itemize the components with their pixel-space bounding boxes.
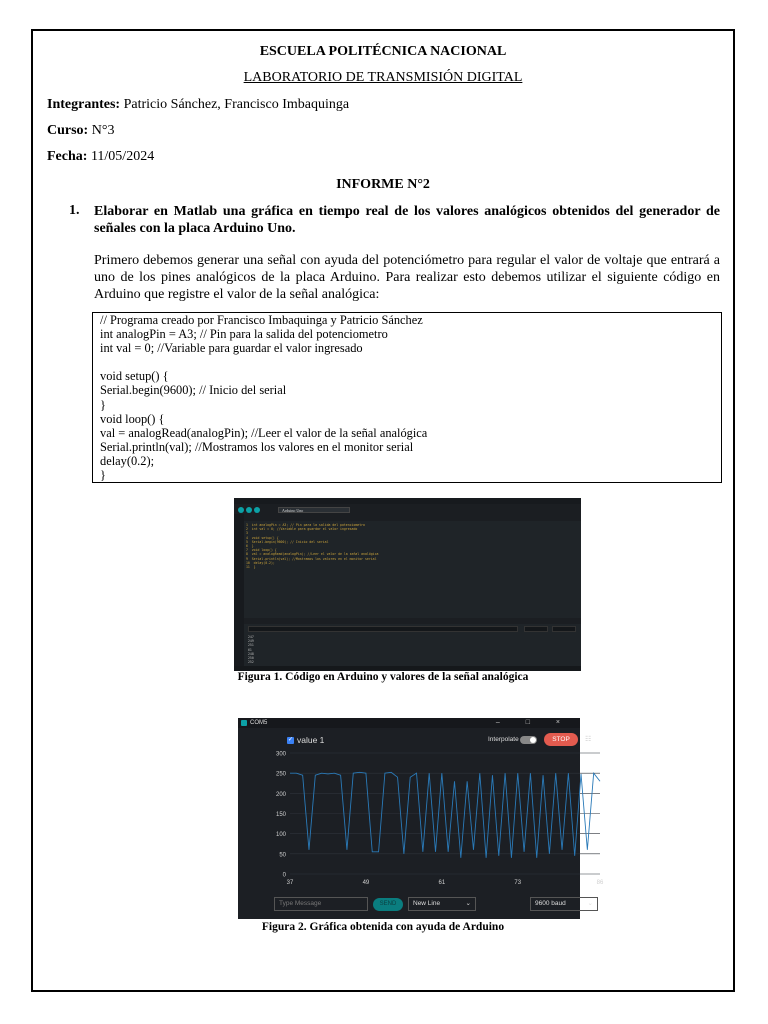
legend-checkbox-icon: ✓ bbox=[287, 737, 294, 743]
serial-input bbox=[248, 626, 518, 632]
ide-sidebar bbox=[234, 514, 244, 671]
chevron-down-icon: ⌄ bbox=[587, 900, 593, 907]
y-tick-label: 0 bbox=[282, 872, 286, 879]
upload-icon bbox=[246, 507, 252, 513]
ide-code-editor bbox=[246, 523, 378, 569]
ide-code-line: 5 Serial.begin(9600); // Inicio del serial bbox=[246, 539, 329, 544]
ide-code-line: 1 int analogPin = A3; // Pin para la salida del potenciometro bbox=[246, 523, 365, 527]
baud-select bbox=[552, 626, 576, 632]
serial-monitor-header bbox=[244, 618, 581, 624]
stop-button: STOP bbox=[544, 733, 578, 746]
baud-dropdown bbox=[530, 897, 598, 911]
plotter-window-title: COM5 bbox=[250, 720, 268, 726]
ide-code-line: 8 val = analogRead(analogPin); //Leer el valor de la señal analógica bbox=[246, 552, 379, 557]
code-line: delay(0.2); bbox=[100, 453, 155, 468]
x-tick-label: 86 bbox=[596, 880, 604, 886]
y-tick-label: 150 bbox=[275, 812, 286, 818]
line-chart bbox=[238, 718, 604, 919]
board-selector: Arduino Uno bbox=[278, 507, 350, 513]
members-label: Integrantes: bbox=[47, 97, 121, 112]
x-tick-label: 61 bbox=[438, 880, 446, 886]
code-line: void setup() { bbox=[100, 369, 169, 384]
code-line: Serial.println(val); //Mostramos los valores en el monitor serial bbox=[100, 439, 414, 454]
x-tick-label: 49 bbox=[362, 880, 370, 886]
course-label: Curso: bbox=[47, 123, 89, 138]
figure-2-caption: Figura 2. Gráfica obtenida con ayuda de Arduino bbox=[261, 921, 505, 933]
menu-icon: ☷ bbox=[585, 736, 592, 743]
x-tick-label: 37 bbox=[286, 880, 294, 886]
code-line: } bbox=[100, 468, 106, 483]
baud-value: 9600 baud bbox=[535, 900, 566, 907]
intro-paragraph: Primero debemos generar una señal con ayuda del potenciómetro para regular el valor de voltaje que entrará a uno de los pines analógicos de la placa Arduino. Para realizar esto debemos utilizar el siguiente código en Arduino que registre el valor de la señal analógica: bbox=[94, 253, 720, 302]
page-frame bbox=[31, 29, 735, 992]
debug-icon bbox=[254, 507, 260, 513]
lab-subtitle: LABORATORIO DE TRANSMISIÓN DIGITAL bbox=[243, 70, 523, 85]
code-line: int val = 0; //Variable para guardar el valor ingresado bbox=[100, 341, 363, 356]
serial-output: 247 249 251 61 248 250 252 bbox=[248, 635, 254, 665]
y-tick-label: 100 bbox=[275, 832, 286, 839]
ide-code-line: 6 } bbox=[246, 544, 254, 549]
date-line bbox=[47, 149, 154, 165]
figure-1-screenshot bbox=[234, 498, 581, 671]
y-tick-label: 50 bbox=[279, 852, 286, 859]
code-line: void loop() { bbox=[100, 411, 165, 426]
date-value: 11/05/2024 bbox=[90, 149, 155, 164]
figure-1-caption: Figura 1. Código en Arduino y valores de la señal analógica bbox=[237, 671, 529, 683]
ide-tabs bbox=[244, 514, 581, 521]
item-text: Elaborar en Matlab una gráfica en tiempo real de los valores analógicos obtenidos del generador de señales con la placa Arduino Uno. bbox=[94, 204, 720, 236]
ide-code-line: 11 } bbox=[246, 565, 256, 570]
message-input: Type Message bbox=[274, 897, 368, 911]
series-line bbox=[290, 772, 600, 858]
code-block bbox=[92, 312, 722, 483]
y-tick-label: 300 bbox=[275, 751, 286, 758]
figure-2-screenshot bbox=[238, 718, 604, 919]
item-number: 1. bbox=[69, 203, 80, 218]
code-line: } bbox=[100, 397, 106, 412]
x-tick-label: 73 bbox=[514, 880, 522, 886]
code-line bbox=[100, 355, 721, 369]
members-line bbox=[47, 97, 349, 113]
legend-label: value 1 bbox=[297, 735, 325, 745]
ide-code-line: 3 bbox=[246, 531, 254, 536]
ide-code-line: 7 void loop() { bbox=[246, 548, 277, 553]
line-ending-select bbox=[524, 626, 548, 632]
report-title: INFORME N°2 bbox=[336, 177, 430, 192]
send-button: SEND bbox=[373, 898, 403, 911]
date-label: Fecha: bbox=[47, 149, 88, 164]
code-line: int analogPin = A3; // Pin para la salida del potenciometro bbox=[100, 327, 388, 342]
chevron-down-icon: ⌄ bbox=[465, 900, 471, 907]
y-tick-label: 250 bbox=[275, 771, 286, 778]
interpolate-label: Interpolate bbox=[488, 736, 519, 743]
ide-code-line: 10 delay(0.2); bbox=[246, 560, 275, 565]
verify-icon bbox=[238, 507, 244, 513]
ide-code-line: 4 void setup() { bbox=[246, 535, 279, 540]
institution-title: ESCUELA POLITÉCNICA NACIONAL bbox=[259, 44, 507, 59]
ide-code-line: 9 Serial.println(val); //Mostramos los valores en el monitor serial bbox=[246, 556, 377, 561]
code-line: // Programa creado por Francisco Imbaquinga y Patricio Sánchez bbox=[100, 313, 423, 327]
line-ending-dropdown bbox=[408, 897, 476, 911]
y-tick-label: 200 bbox=[275, 791, 286, 798]
line-ending-value: New Line bbox=[413, 900, 441, 907]
code-line: Serial.begin(9600); // Inicio del serial bbox=[100, 383, 287, 398]
course-value: N°3 bbox=[91, 123, 115, 138]
window-buttons: – □ × bbox=[495, 719, 572, 726]
course-line bbox=[47, 123, 114, 139]
members-value: Patricio Sánchez, Francisco Imbaquinga bbox=[123, 97, 350, 112]
code-line: val = analogRead(analogPin); //Leer el valor de la señal analógica bbox=[100, 425, 428, 440]
ide-code-line: 2 int val = 0; //Variable para guardar el valor ingresado bbox=[246, 527, 358, 532]
